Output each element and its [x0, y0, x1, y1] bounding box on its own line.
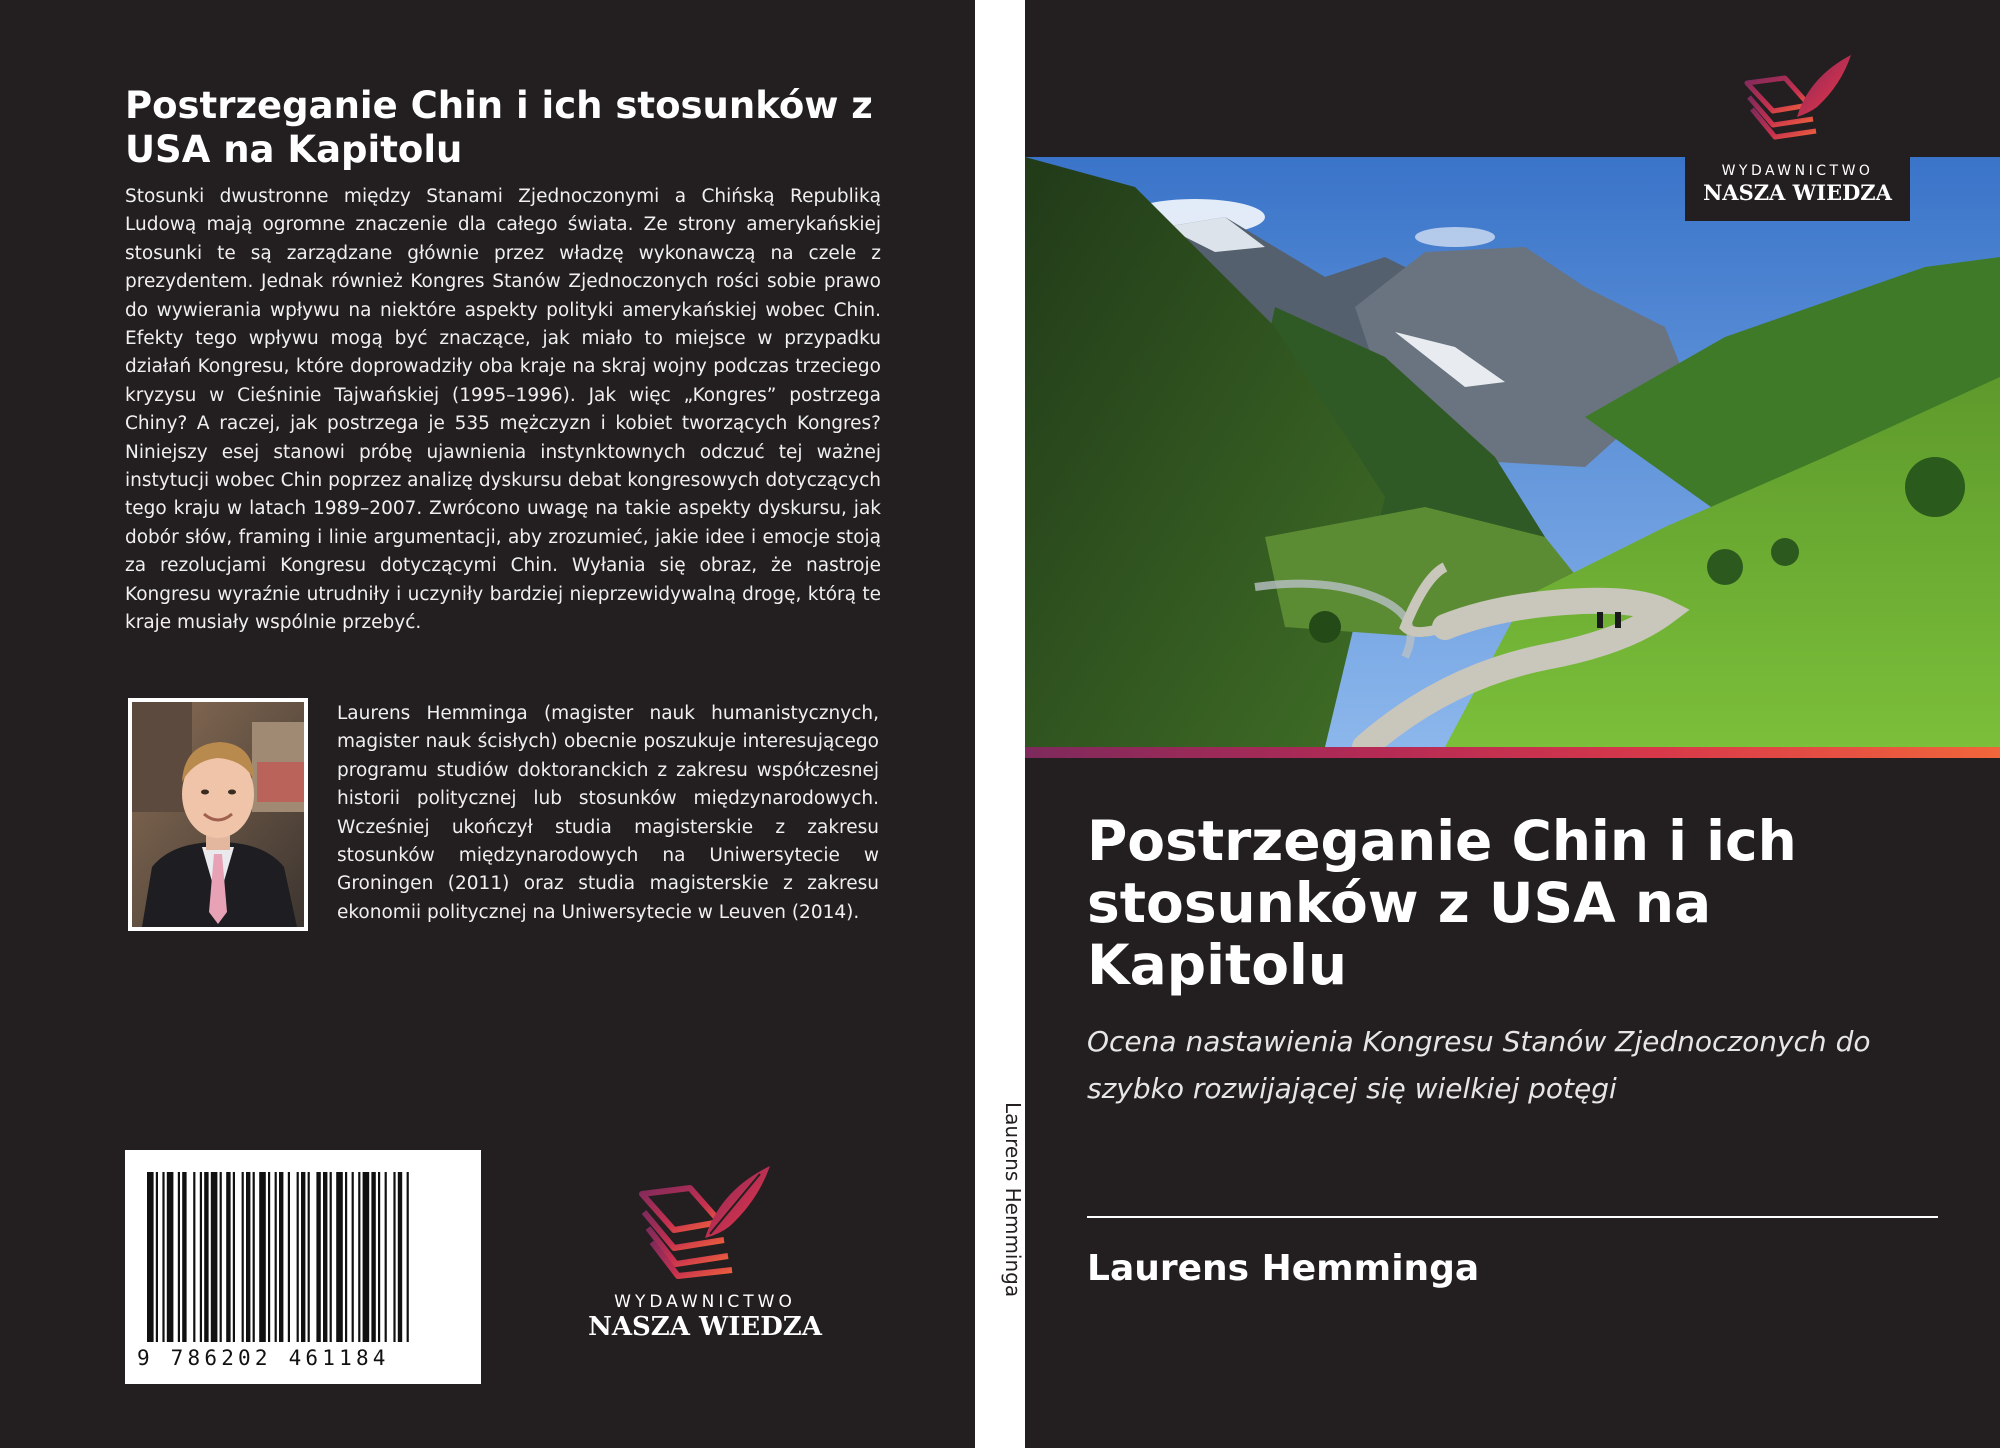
- author-bio: Laurens Hemminga (magister nauk humanistycznych, magister nauk ścisłych) obecnie poszukuje interesującego programu studiów doktoranckich z zakresu współczesnej historii politycznej lub stosunków międzynarodowych. Wcześniej ukończył studia magisterskie z zakresu stosunków międzynarodowych na Uniwersytecie w Groningen (2011) oraz studia magisterskie z zakresu ekonomii politycznej na Uniwersytecie w Leuven (2014).: [337, 703, 879, 923]
- accent-bar: [1025, 747, 2000, 758]
- isbn-barcode: [125, 1150, 481, 1384]
- back-publisher-line2: NASZA WIEDZA: [588, 1312, 822, 1342]
- front-publisher-line2: NASZA WIEDZA: [1703, 180, 1892, 205]
- front-cover-divider: [1087, 1216, 1938, 1218]
- front-cover-subtitle: Ocena nastawienia Kongresu Stanów Zjednoczonych do szybko rozwijającej się wielkiej potęgi: [1087, 1025, 1871, 1105]
- author-photo: [128, 698, 308, 931]
- back-publisher-logo: [570, 1160, 840, 1350]
- back-cover: [0, 0, 975, 1448]
- back-publisher-line1: WYDAWNICTWO: [614, 1292, 796, 1312]
- isbn-digits: 9 786202 461184: [137, 1346, 390, 1370]
- back-cover-title: Postrzeganie Chin i ich stosunków z USA na Kapitolu: [125, 84, 873, 171]
- author-portrait-icon: [132, 702, 304, 927]
- book-quill-icon: [570, 1160, 840, 1290]
- front-publisher-logo: [1685, 45, 1910, 221]
- front-cover-photo: [1025, 157, 2000, 747]
- book-quill-icon: [1685, 45, 1910, 150]
- back-cover-description: Stosunki dwustronne między Stanami Zjednoczonymi a Chińską Republiką Ludową mają ogromne znaczenie dla całego świata. Ze strony amerykańskiej stosunki te są zarządzane głównie przez władzę wykonawczą na czele z prezydentem. Jednak również Kongres Stanów Zjednoczonych rości sobie prawo do wywierania wpływu na niektóre aspekty polityki amerykańskiej wobec Chin. Efekty tego wpływu mogą być znaczące, jak miało to miejsce w przypadku działań Kongresu, które doprowadziły oba kraje na skraj wojny podczas trzeciego kryzysu w Cieśninie Tajwańskiej (1995–1996). Jak więc „Kongres” postrzega Chiny? A raczej, jak postrzega je 535 mężczyzn i kobiet tworzących Kongres? Niniejszy esej stanowi próbę ujawnienia instynktownych odczuć tej ważnej instytucji wobec Chin poprzez analizę dyskursu debat kongresowych dotyczących tego kraju w latach 1989–2007. Zwrócono uwagę na takie aspekty dyskursu, jak dobór słów, framing i linie argumentacji, aby zrozumieć, jakie idee i emocje stoją za rezolucjami Kongresu dotyczącymi Chin. Wyłania się obraz, że nastroje Kongresu wyraźnie utrudniły i uczyniły bardziej nieprzewidywalną drogę, którą te kraje musiały wspólnie przebyć.: [125, 186, 881, 634]
- mountain-valley-photo: [1025, 157, 2000, 747]
- spine-author: Laurens Hemminga: [1001, 1102, 1025, 1298]
- front-publisher-line1: WYDAWNICTWO: [1721, 163, 1874, 179]
- front-cover-title: Postrzeganie Chin i ich stosunków z USA na Kapitolu: [1087, 809, 1797, 997]
- front-cover-author: Laurens Hemminga: [1087, 1248, 1480, 1289]
